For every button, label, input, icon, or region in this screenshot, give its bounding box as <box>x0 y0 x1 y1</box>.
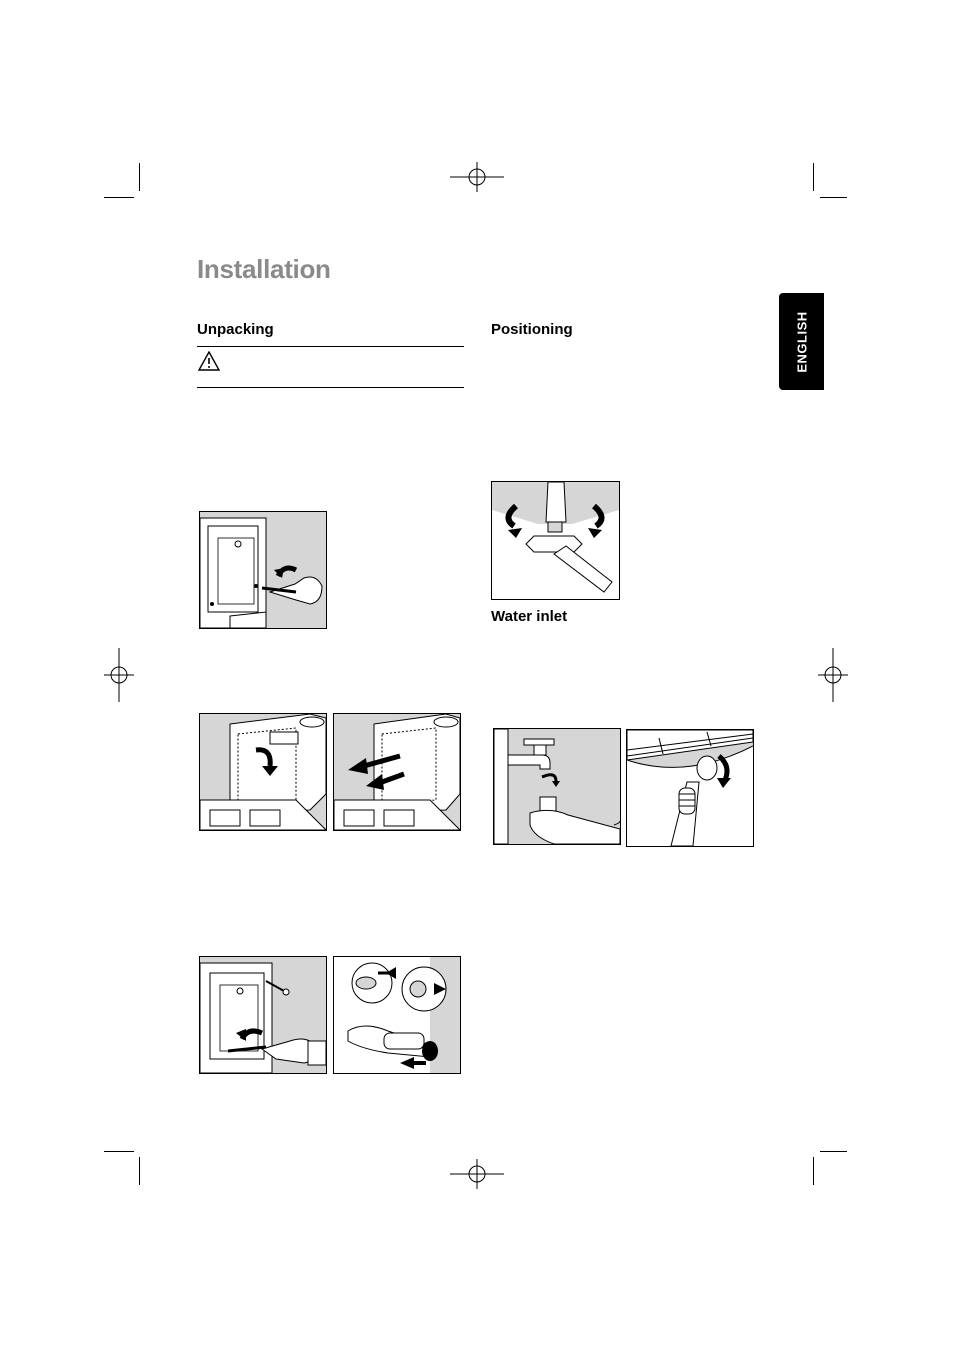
water-inlet-heading: Water inlet <box>491 608 568 625</box>
registration-mark-icon <box>450 1159 504 1189</box>
crop-mark <box>820 197 847 198</box>
language-tab-label: ENGLISH <box>794 310 809 373</box>
registration-mark-icon <box>104 648 134 702</box>
plug-caps-illustration <box>333 956 461 1074</box>
language-tab <box>779 293 824 390</box>
hose-machine-illustration <box>626 729 754 847</box>
registration-mark-icon <box>450 162 504 192</box>
machine-top-illustration <box>199 713 327 831</box>
unpacking-heading: Unpacking <box>197 321 274 338</box>
positioning-heading: Positioning <box>491 321 573 338</box>
crop-mark <box>820 1151 847 1152</box>
crop-mark <box>139 163 140 191</box>
page-title: Installation <box>197 254 331 284</box>
crop-mark <box>813 1157 814 1185</box>
wrench-bolt-illustration <box>199 511 327 629</box>
divider <box>197 346 464 347</box>
divider <box>197 387 464 388</box>
warning-triangle-icon <box>198 351 220 371</box>
crop-mark <box>139 1157 140 1185</box>
crop-mark <box>813 163 814 191</box>
registration-mark-icon <box>818 648 848 702</box>
adjustable-foot-illustration <box>491 481 620 600</box>
crop-mark <box>104 197 134 198</box>
tap-hose-illustration <box>493 728 621 845</box>
machine-top-arrows-illustration <box>333 713 461 831</box>
screwdriver-illustration <box>199 956 327 1074</box>
crop-mark <box>104 1151 134 1152</box>
